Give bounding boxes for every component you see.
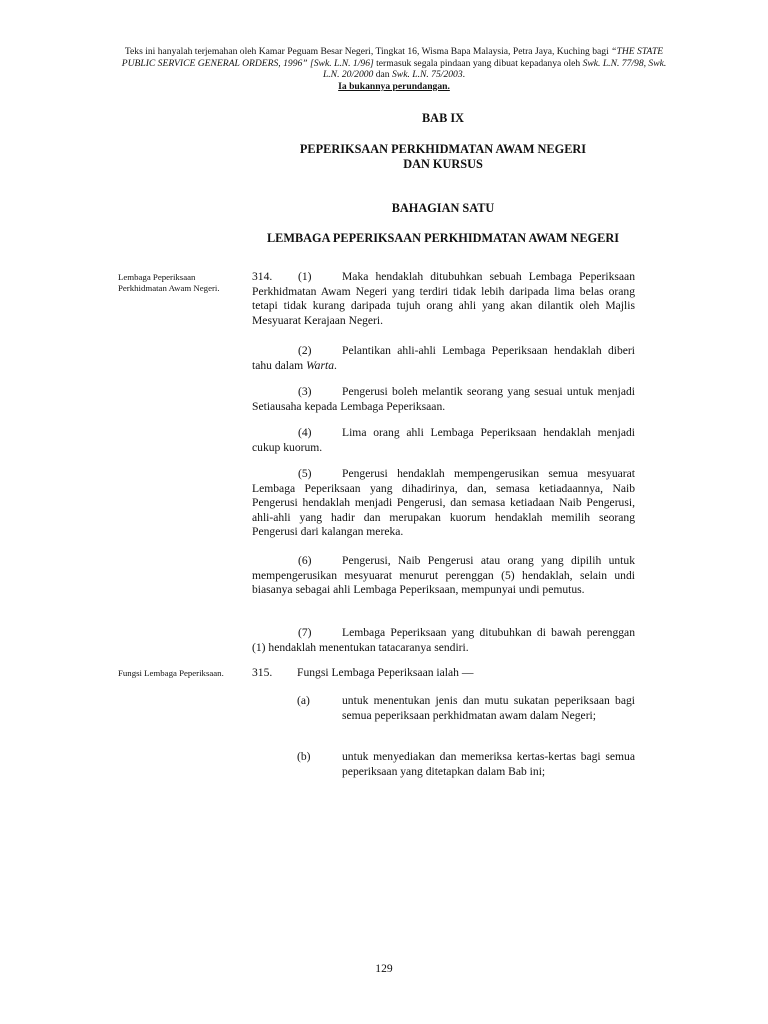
subsection-text: Pengerusi hendaklah mempengerusikan semua mesyuarat Lembaga Peperiksaan yang dihadirinya, dan, semasa ketiadaannya, Naib Pengerusi hendaklah menjadi Pengerusi, dan semasa ketiadaan Naib Pengerusi, ahli-ahli yang hadir dan merupakan kuorum hendaklah memilih seorang Pengerusi dari kalangan mereka.: [252, 467, 635, 539]
subsection-number: (2): [298, 344, 312, 357]
section-314-3: [252, 385, 635, 414]
section-number-315: 315.: [252, 666, 273, 679]
chapter-heading: BAB IX: [421, 111, 465, 125]
list-item: [297, 750, 635, 779]
notice-act-title: “THE STATE PUBLIC SERVICE GENERAL ORDERS, 1996” [Swk. L.N. 1/96]: [121, 46, 664, 69]
section-315-intro-text: Fungsi Lembaga Peperiksaan ialah —: [297, 666, 474, 679]
notice-text-2: termasuk segala pindaan yang dibuat kepadanya oleh: [373, 57, 583, 69]
section-314-7: [252, 626, 635, 655]
notice-text-3: dan: [373, 69, 392, 81]
subsection-text: Maka hendaklah ditubuhkan sebuah Lembaga Peperiksaan Perkhidmatan Awam Negeri yang terdiri tidak lebih daripada lima belas orang tetapi tidak kurang daripada tujuh orang ahli yang akan dilantik oleh Majlis Mesyuarat Kerajaan Negeri.: [252, 270, 635, 327]
notice-amendments: Swk. L.N. 77/98, Swk. L.N. 20/2000: [322, 57, 667, 81]
section-314-4: [252, 426, 635, 455]
subsection-number: (1): [298, 270, 312, 283]
subsection-text-end: .: [334, 358, 337, 372]
subsection-text: Pengerusi boleh melantik seorang yang sesuai untuk menjadi Setiausaha kepada Lembaga Peperiksaan.: [252, 385, 635, 413]
notice-amendment-last: Swk. L.N. 75/2003: [392, 69, 463, 81]
chapter-title-line-1: PEPERIKSAAN PERKHIDMATAN AWAM NEGERI: [299, 142, 587, 156]
section-315-intro: [252, 666, 635, 681]
part-heading: BAHAGIAN SATU: [391, 201, 495, 215]
chapter-title: [250, 142, 636, 171]
part-title: LEMBAGA PEPERIKSAAN PERKHIDMATAN AWAM NEGERI: [266, 231, 620, 245]
subsection-text: Pengerusi, Naib Pengerusi atau orang yang dipilih untuk mempengerusikan mesyuarat menurut perenggan (5) hendaklah, selain undi biasanya sebagai ahli Lembaga Peperiksaan, mempunyai undi pemutus.: [252, 554, 635, 597]
chapter-title-line-2: DAN KURSUS: [403, 156, 483, 171]
list-item: [297, 694, 635, 723]
section-314-1: [252, 270, 635, 328]
subsection-number: (7): [298, 626, 312, 639]
subsection-text: Pelantikan ahli-ahli Lembaga Peperiksaan hendaklah diberi tahu dalam: [252, 344, 635, 372]
list-item-text: untuk menyediakan dan memeriksa kertas-kertas bagi semua peperiksaan yang ditetapkan dalam Bab ini;: [342, 750, 635, 778]
notice-disclaimer: Ia bukannya perundangan.: [338, 80, 450, 92]
section-314-5: [252, 467, 635, 540]
list-item-text: untuk menentukan jenis dan mutu sukatan peperiksaan bagi semua peperiksaan perkhidmatan awam dalam Negeri;: [342, 694, 635, 722]
margin-note-315: Fungsi Lembaga Peperiksaan.: [118, 668, 224, 678]
notice-text: Teks ini hanyalah terjemahan oleh Kamar Peguam Besar Negeri, Tingkat 16, Wisma Bapa Malaysia, Petra Jaya, Kuching bagi: [124, 46, 612, 57]
subsection-number: (5): [298, 467, 312, 480]
subsection-number: (6): [298, 554, 312, 567]
list-item-label: (b): [297, 750, 311, 763]
subsection-text: Lembaga Peperiksaan yang ditubuhkan di bawah perenggan (1) hendaklah menentukan tatacaranya sendiri.: [252, 626, 635, 654]
subsection-text: Lima orang ahli Lembaga Peperiksaan hendaklah menjadi cukup kuorum.: [252, 426, 635, 454]
translation-notice: [118, 46, 670, 92]
section-314-2: [252, 344, 635, 373]
subsection-number: (4): [298, 426, 312, 439]
subsection-number: (3): [298, 385, 312, 398]
margin-note-314: Lembaga Peperiksaan Perkhidmatan Awam Negeri.: [118, 272, 220, 293]
notice-text-4: .: [462, 69, 466, 81]
list-item-label: (a): [297, 694, 310, 707]
section-number-314: 314.: [252, 270, 273, 283]
subsection-text-italic: Warta: [306, 358, 335, 372]
page-number: 129: [375, 962, 393, 975]
section-314-6: [252, 554, 635, 598]
